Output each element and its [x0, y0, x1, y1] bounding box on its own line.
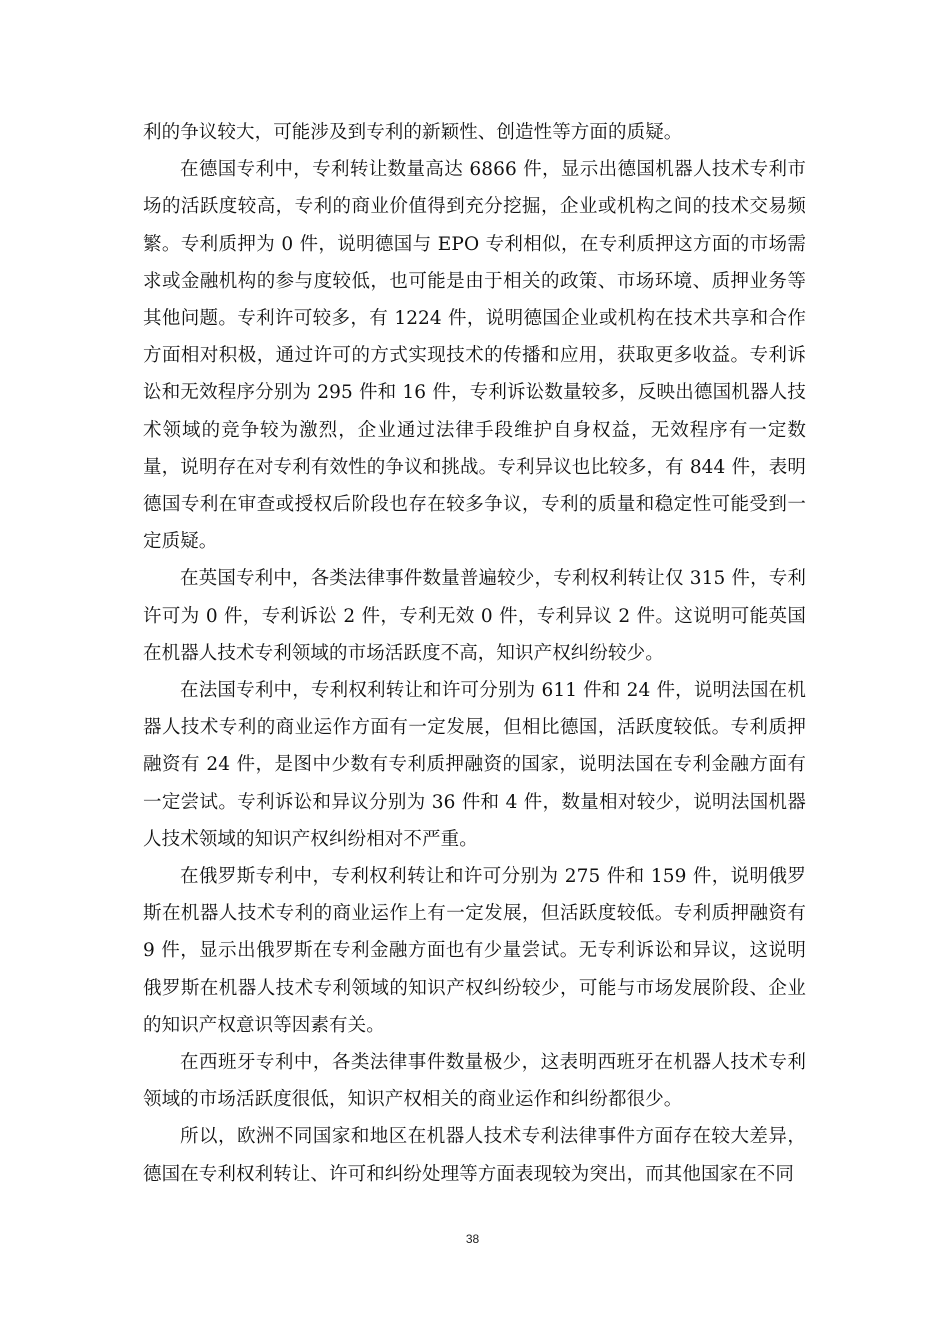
paragraph: 在俄罗斯专利中，专利权利转让和许可分别为 275 件和 159 件，说明俄罗斯在机器人技术专利的商业运作上有一定发展，但活跃度较低。专利质押融资有 9 件，显示出俄罗斯在专利金融方面也有少量尝试。无专利诉讼和异议，这说明俄罗斯在机器人技术专利领域的知识产权纠纷较少，可能与市场发展阶段、企业的知识产权意识等因素有关。	[143, 866, 806, 1036]
paragraph: 在西班牙专利中，各类法律事件数量极少，这表明西班牙在机器人技术专利领域的市场活跃度很低，知识产权相关的商业运作和纠纷都很少。	[143, 1052, 806, 1111]
page-number: 38	[465, 1232, 480, 1246]
paragraph: 在法国专利中，专利权利转让和许可分别为 611 件和 24 件，说明法国在机器人技术专利的商业运作方面有一定发展，但相比德国，活跃度较低。专利质押融资有 24 件，是图中少数有专利质押融资的国家，说明法国在专利金融方面有一定尝试。专利诉讼和异议分别为 36 件和 4 件，数量相对较少，说明法国机器人技术领域的知识产权纠纷相对不严重。	[143, 680, 806, 850]
body-text	[143, 114, 806, 1193]
paragraph: 所以，欧洲不同国家和地区在机器人技术专利法律事件方面存在较大差异，德国在专利权利转让、许可和纠纷处理等方面表现较为突出，而其他国家在不同	[143, 1126, 806, 1185]
paragraph: 在英国专利中，各类法律事件数量普遍较少，专利权利转让仅 315 件，专利许可为 0 件，专利诉讼 2 件，专利无效 0 件，专利异议 2 件。这说明可能英国在机器人技术专利领域的市场活跃度不高，知识产权纠纷较少。	[143, 568, 806, 664]
paragraph: 在德国专利中，专利转让数量高达 6866 件，显示出德国机器人技术专利市场的活跃度较高，专利的商业价值得到充分挖掘，企业或机构之间的技术交易频繁。专利质押为 0 件，说明德国与 EPO 专利相似，在专利质押这方面的市场需求或金融机构的参与度较低，也可能是由于相关的政策、市场环境、质押业务等其他问题。专利许可较多，有 1224 件，说明德国企业或机构在技术共享和合作方面相对积极，通过许可的方式实现技术的传播和应用，获取更多收益。专利诉讼和无效程序分别为 295 件和 16 件，专利诉讼数量较多，反映出德国机器人技术领域的竞争较为激烈，企业通过法律手段维护自身权益，无效程序有一定数量，说明存在对专利有效性的争议和挑战。专利异议也比较多，有 844 件，表明德国专利在审查或授权后阶段也存在较多争议，专利的质量和稳定性可能受到一定质疑。	[143, 159, 806, 553]
paragraph: 利的争议较大，可能涉及到专利的新颖性、创造性等方面的质疑。	[143, 122, 683, 143]
